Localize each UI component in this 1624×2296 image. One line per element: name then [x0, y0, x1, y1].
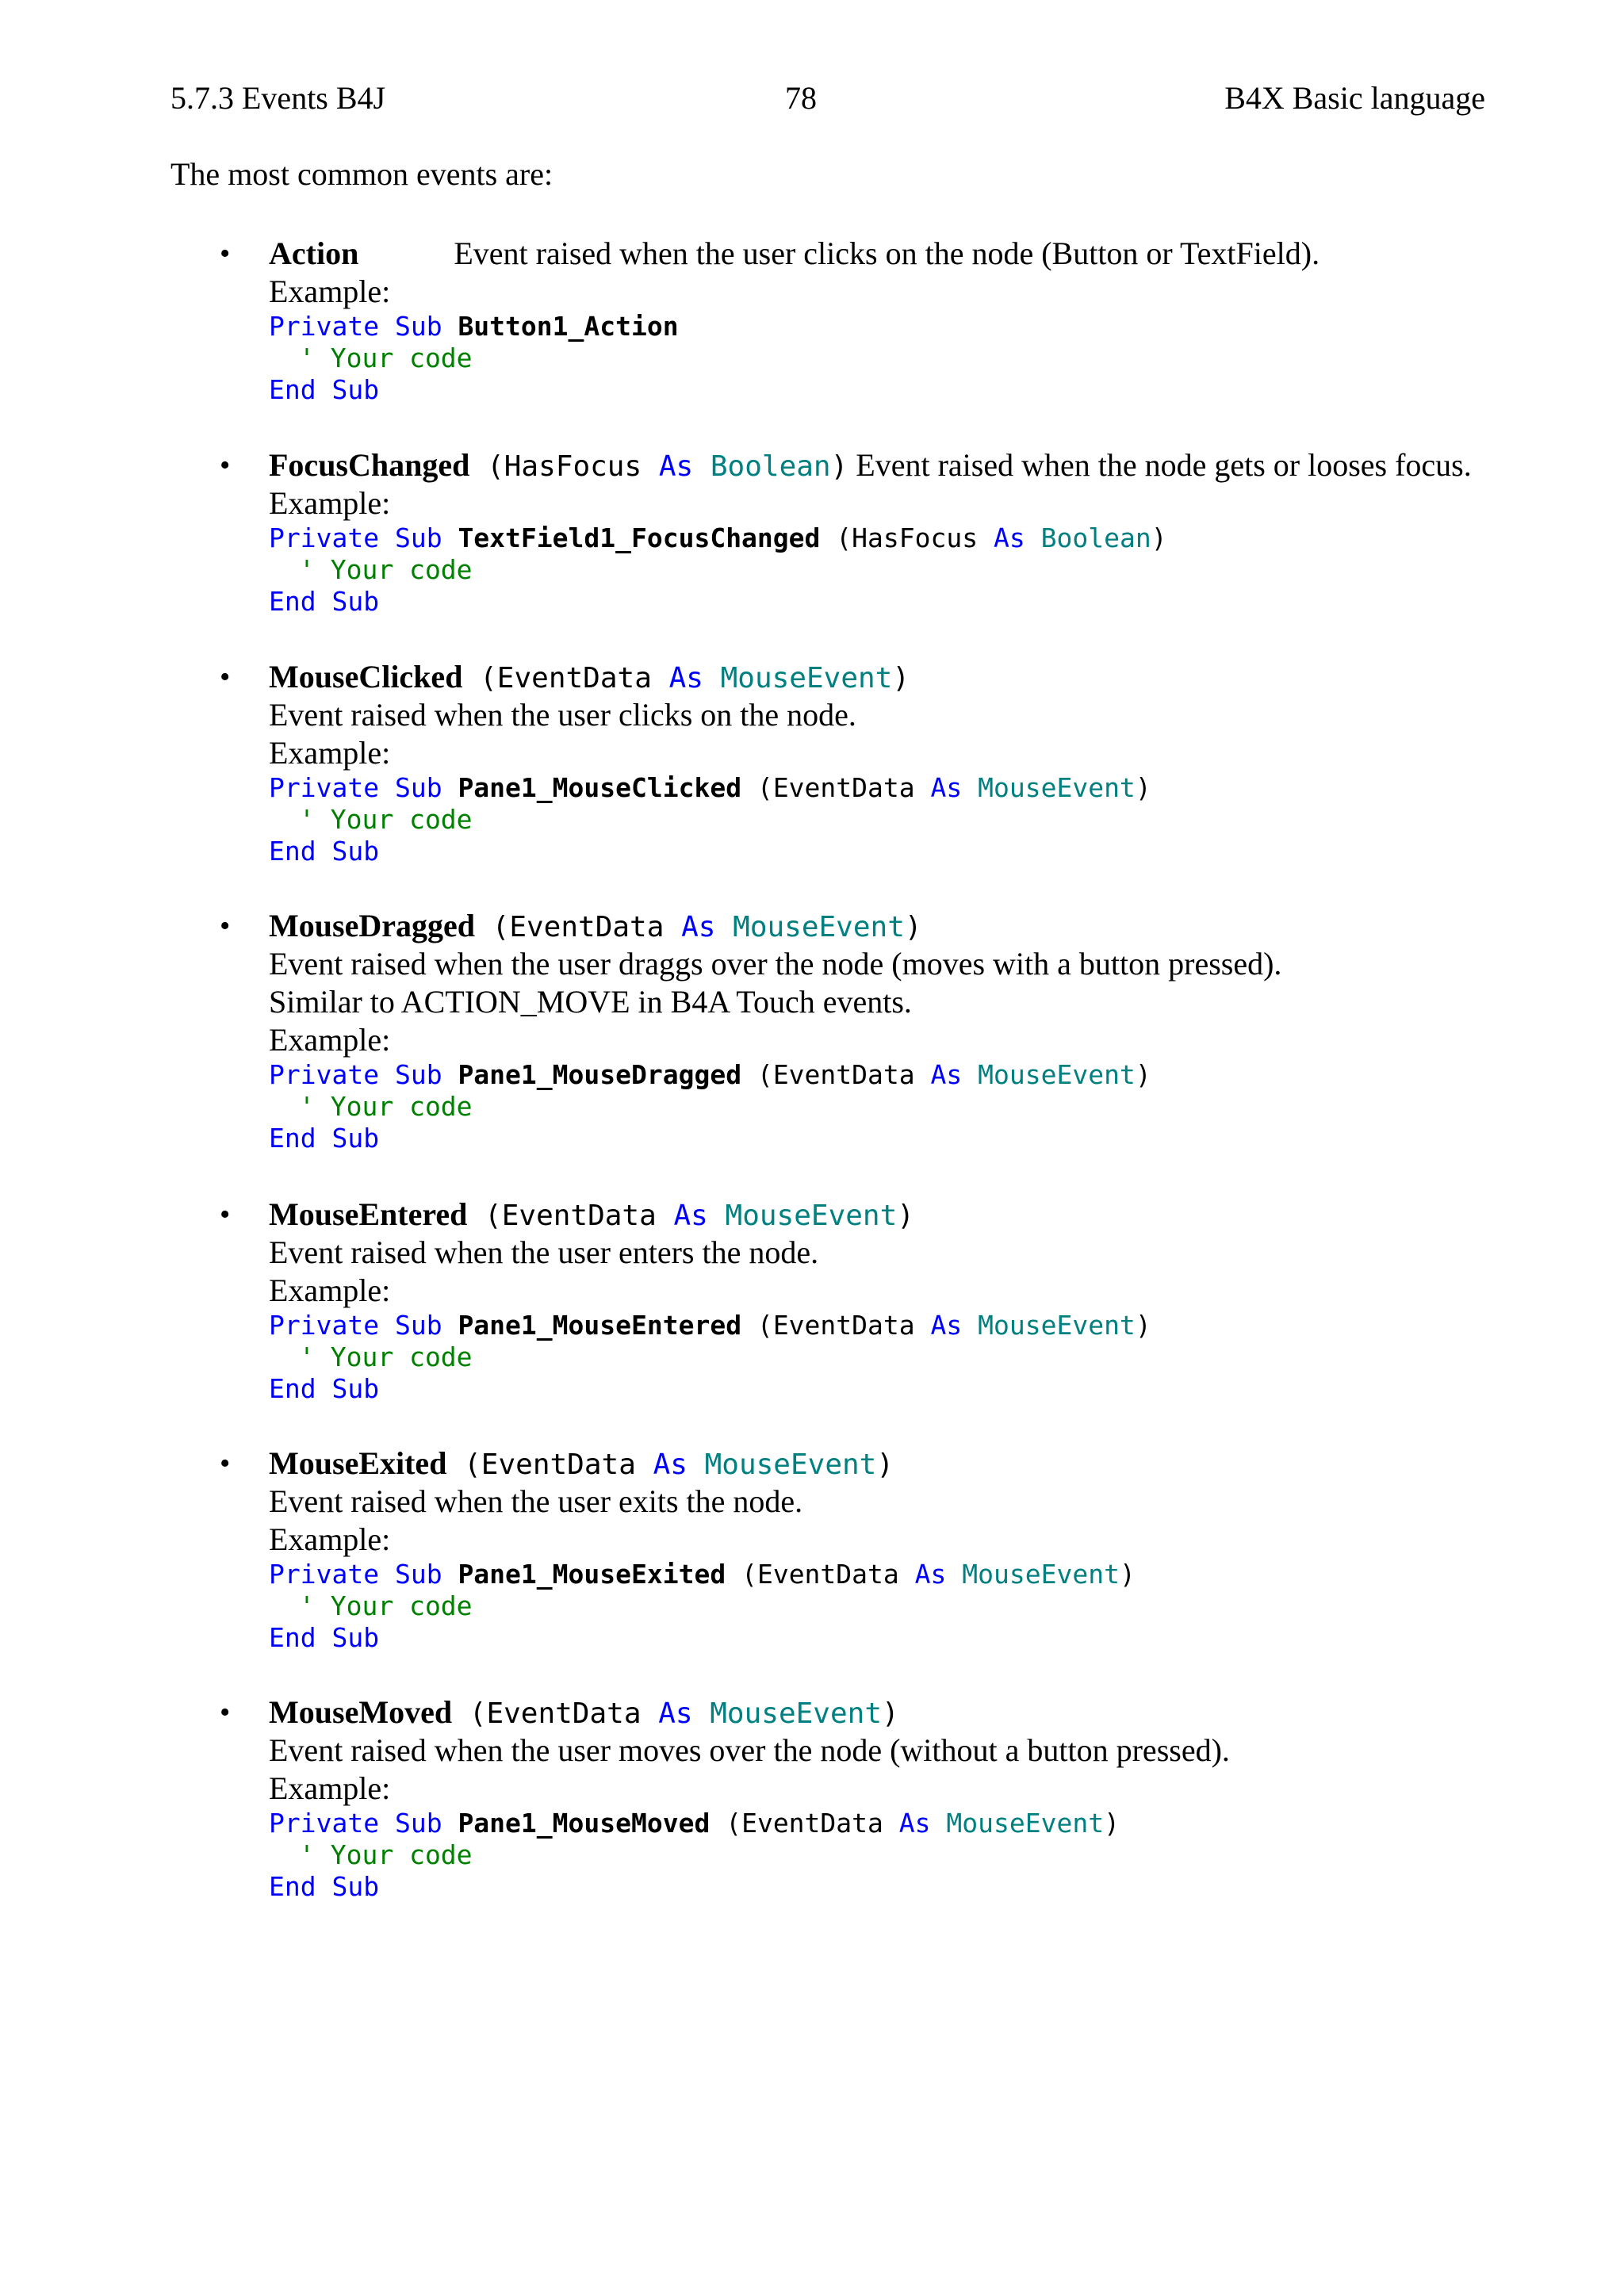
- as-keyword: As: [658, 450, 694, 483]
- bullet-icon: •: [220, 660, 231, 694]
- event-item: [220, 235, 1320, 406]
- sub-keyword: Sub: [331, 1622, 380, 1653]
- end-keyword: End: [269, 836, 316, 867]
- event-signature: (EventData As MouseEvent): [452, 1697, 899, 1730]
- sub-keyword: Sub: [394, 522, 442, 553]
- event-description: Event raised when the user enters the node.: [269, 1234, 819, 1270]
- code-end-sub: [269, 1123, 1281, 1154]
- example-label: Example:: [269, 1272, 391, 1308]
- sub-keyword: Sub: [331, 1871, 380, 1902]
- as-keyword: As: [681, 911, 716, 943]
- event-item: [220, 446, 1472, 618]
- code-end-sub: [269, 1871, 1230, 1903]
- code-end-sub: [269, 586, 1472, 618]
- param-name: HasFocus: [504, 450, 642, 483]
- code-comment: [269, 804, 1151, 836]
- event-item: [220, 1445, 1136, 1654]
- param-type: MouseEvent: [733, 911, 905, 943]
- code-sub-declaration: Private Sub TextField1_FocusChanged (HasFocus As Boolean): [269, 522, 1167, 553]
- as-keyword: As: [930, 1310, 963, 1341]
- code-comment: [269, 1839, 1230, 1871]
- event-name: MouseExited: [269, 1445, 447, 1481]
- code-comment: [269, 342, 1320, 374]
- private-keyword: Private: [269, 311, 380, 342]
- example-label: Example:: [269, 735, 391, 771]
- sub-keyword: Sub: [331, 586, 380, 617]
- comment-text: ' Your code: [299, 1091, 473, 1122]
- code-comment: [269, 1590, 1136, 1622]
- end-keyword: End: [269, 1622, 316, 1653]
- event-description: Event raised when the user exits the node.: [269, 1483, 803, 1519]
- sub-keyword: Sub: [331, 1123, 380, 1154]
- as-keyword: As: [993, 522, 1025, 553]
- private-keyword: Private: [269, 1808, 380, 1839]
- private-keyword: Private: [269, 1559, 380, 1590]
- as-keyword: As: [930, 1059, 963, 1090]
- as-keyword: As: [653, 1448, 688, 1481]
- event-name: MouseMoved: [269, 1694, 453, 1730]
- param-name: EventData: [509, 911, 665, 943]
- param-name: EventData: [481, 1448, 636, 1481]
- param-name: EventData: [756, 1559, 899, 1590]
- sub-name: Pane1_MouseMoved: [458, 1808, 710, 1839]
- event-description: Similar to ACTION_MOVE in B4A Touch events.: [269, 984, 912, 1020]
- sub-keyword: Sub: [394, 311, 442, 342]
- param-type: MouseEvent: [978, 1310, 1136, 1341]
- param-name: EventData: [772, 1310, 915, 1341]
- sub-name: Pane1_MouseExited: [458, 1559, 726, 1590]
- comment-text: ' Your code: [299, 342, 473, 373]
- example-label: Example:: [269, 1521, 391, 1557]
- sub-name: Pane1_MouseClicked: [458, 772, 742, 803]
- event-description: Event raised when the user clicks on the node (Button or TextField).: [454, 235, 1320, 271]
- event-title-line: [269, 1693, 1230, 1732]
- param-name: EventData: [741, 1808, 883, 1839]
- end-keyword: End: [269, 1123, 316, 1154]
- sub-keyword: Sub: [331, 374, 380, 405]
- end-keyword: End: [269, 1373, 316, 1404]
- param-name: EventData: [501, 1200, 657, 1232]
- code-comment: [269, 1091, 1281, 1123]
- code-sub-declaration: Private Sub Pane1_MouseMoved (EventData As MouseEvent): [269, 1808, 1120, 1839]
- end-keyword: End: [269, 1871, 316, 1902]
- param-type: MouseEvent: [978, 772, 1136, 803]
- intro-text: The most common events are:: [170, 156, 553, 192]
- bullet-icon: •: [220, 1696, 231, 1729]
- code-sub-declaration: Private Sub Pane1_MouseExited (EventData As MouseEvent): [269, 1559, 1136, 1590]
- param-name: EventData: [772, 772, 915, 803]
- bullet-icon: •: [220, 237, 231, 270]
- end-keyword: End: [269, 586, 316, 617]
- event-name: FocusChanged: [269, 447, 470, 483]
- sub-keyword: Sub: [331, 836, 380, 867]
- as-keyword: As: [914, 1559, 947, 1590]
- event-signature: (EventData As MouseEvent): [474, 911, 922, 943]
- private-keyword: Private: [269, 522, 380, 553]
- code-end-sub: [269, 836, 1151, 867]
- event-name: MouseClicked: [269, 659, 463, 695]
- code-sub-declaration: Private Sub Pane1_MouseClicked (EventData As MouseEvent): [269, 772, 1151, 803]
- as-keyword: As: [898, 1808, 931, 1839]
- end-keyword: End: [269, 374, 316, 405]
- sub-keyword: Sub: [394, 1559, 442, 1590]
- event-item: [220, 907, 1282, 1154]
- as-keyword: As: [668, 662, 703, 695]
- event-item: [220, 1693, 1230, 1903]
- code-sub-declaration: Private Sub Pane1_MouseDragged (EventData As MouseEvent): [269, 1059, 1151, 1090]
- example-label: Example:: [269, 485, 391, 521]
- header-book-title: B4X Basic language: [1224, 80, 1485, 116]
- event-description: Event raised when the user clicks on the node.: [269, 697, 856, 733]
- param-name: EventData: [496, 662, 652, 695]
- bullet-icon: •: [220, 449, 231, 482]
- as-keyword: As: [658, 1697, 693, 1730]
- event-item: [220, 658, 1151, 867]
- param-type: MouseEvent: [946, 1808, 1105, 1839]
- event-signature: (EventData As MouseEvent): [462, 662, 910, 695]
- private-keyword: Private: [269, 772, 380, 803]
- event-title-line: [269, 907, 1281, 945]
- comment-text: ' Your code: [299, 1341, 473, 1372]
- code-sub-declaration: [269, 311, 1320, 342]
- code-comment: [269, 554, 1472, 586]
- bullet-icon: •: [220, 909, 231, 943]
- event-description: Event raised when the user draggs over the node (moves with a button pressed).: [269, 946, 1282, 982]
- param-name: EventData: [486, 1697, 642, 1730]
- event-name: MouseEntered: [269, 1196, 468, 1232]
- code-comment: [269, 1341, 1151, 1373]
- param-type: MouseEvent: [710, 1697, 882, 1730]
- sub-name: Button1_Action: [458, 311, 679, 342]
- private-keyword: Private: [269, 1310, 380, 1341]
- header-section-title: 5.7.3 Events B4J: [170, 80, 386, 116]
- param-type: MouseEvent: [978, 1059, 1136, 1090]
- private-keyword: Private: [269, 1059, 380, 1090]
- param-name: EventData: [772, 1059, 915, 1090]
- bullet-icon: •: [220, 1447, 231, 1480]
- bullet-icon: •: [220, 1198, 231, 1231]
- sub-name: TextField1_FocusChanged: [458, 522, 821, 553]
- example-label: Example:: [269, 1770, 391, 1806]
- param-name: HasFocus: [852, 522, 979, 553]
- param-type: MouseEvent: [962, 1559, 1120, 1590]
- comment-text: ' Your code: [299, 1590, 473, 1621]
- event-signature: (EventData As MouseEvent): [446, 1448, 894, 1481]
- event-name: MouseDragged: [269, 908, 475, 943]
- as-keyword: As: [930, 772, 963, 803]
- param-type: MouseEvent: [704, 1448, 877, 1481]
- event-title-line: [269, 658, 1151, 696]
- param-type: MouseEvent: [720, 662, 893, 695]
- as-keyword: As: [673, 1200, 708, 1232]
- event-signature: (EventData As MouseEvent): [467, 1200, 914, 1232]
- sub-keyword: Sub: [394, 1808, 442, 1839]
- param-type: Boolean: [1040, 522, 1151, 553]
- sub-name: Pane1_MouseEntered: [458, 1310, 742, 1341]
- sub-keyword: Sub: [394, 1059, 442, 1090]
- event-title-line: [269, 1445, 1136, 1483]
- example-label: Example:: [269, 274, 391, 309]
- comment-text: ' Your code: [299, 804, 473, 835]
- event-name: Action: [269, 235, 359, 271]
- example-label: Example:: [269, 1022, 391, 1058]
- sub-keyword: Sub: [394, 772, 442, 803]
- sub-keyword: Sub: [394, 1310, 442, 1341]
- page-header: [170, 76, 1485, 121]
- code-end-sub: [269, 1622, 1136, 1654]
- comment-text: ' Your code: [299, 1839, 473, 1870]
- event-title-line: [269, 1196, 1151, 1234]
- sub-name: Pane1_MouseDragged: [458, 1059, 742, 1090]
- page-number: 78: [785, 80, 817, 116]
- comment-text: ' Your code: [299, 554, 473, 585]
- event-signature: (HasFocus As Boolean): [469, 450, 848, 483]
- code-end-sub: [269, 1373, 1151, 1405]
- param-type: Boolean: [710, 450, 831, 483]
- event-title-line: [269, 446, 1472, 484]
- event-description: Event raised when the node gets or looses focus.: [856, 447, 1472, 483]
- code-sub-declaration: Private Sub Pane1_MouseEntered (EventData As MouseEvent): [269, 1310, 1151, 1341]
- event-description: Event raised when the user moves over the node (without a button pressed).: [269, 1732, 1230, 1768]
- event-item: [220, 1196, 1151, 1405]
- param-type: MouseEvent: [725, 1200, 898, 1232]
- sub-keyword: Sub: [331, 1373, 380, 1404]
- event-title-line: [269, 235, 1320, 273]
- code-end-sub: [269, 374, 1320, 406]
